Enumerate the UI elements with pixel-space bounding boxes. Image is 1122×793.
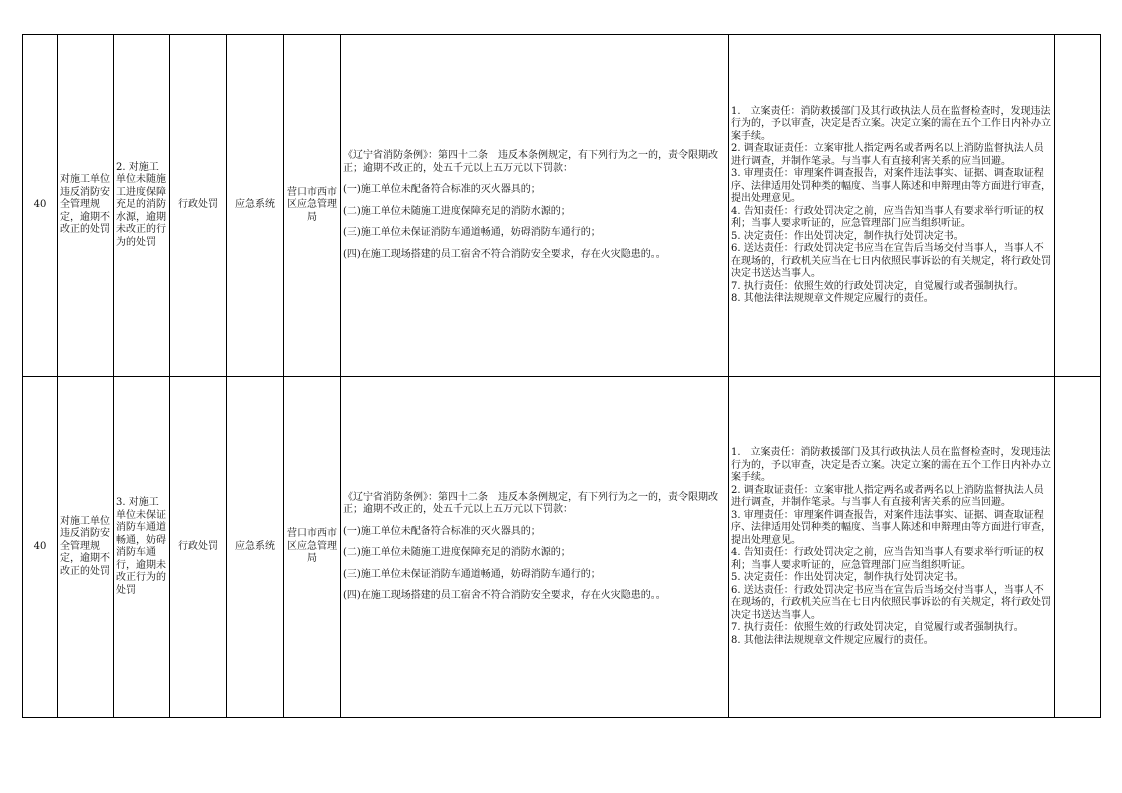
power-list-table	[22, 34, 1101, 718]
basis-item: (一)施工单位未配备符合标准的灭火器具的；	[343, 525, 541, 537]
responsibility-list	[729, 35, 1055, 377]
legal-basis	[341, 377, 729, 718]
responsibility-item: 2. 调查取证责任：立案审批人指定两名或者两名以上消防监督执法人员进行调查，并制作笔录。与当事人有直接利害关系的应当回避。	[731, 484, 1044, 508]
responsibility-item: 4. 告知责任：行政处罚决定之前，应当告知当事人有要求举行听证的权利；当事人要求听证的，应急管理部门应当组织听证。	[731, 547, 1044, 571]
responsibility-item: 2. 调查取证责任：立案审批人指定两名或者两名以上消防监督执法人员进行调查，并制作笔录。与当事人有直接利害关系的应当回避。	[731, 143, 1044, 167]
power-type: 行政处罚	[170, 35, 227, 377]
basis-item: (二)施工单位未随施工进度保障充足的消防水源的；	[343, 547, 571, 558]
table-row	[23, 377, 1101, 718]
basis-item: (一)施工单位未配备符合标准的灭火器具的；	[343, 184, 541, 195]
responsibility-item: 7. 执行责任：依照生效的行政处罚决定，自觉履行或者强制执行。	[731, 622, 1024, 633]
basis-item: (二)施工单位未随施工进度保障充足的消防水源的；	[343, 205, 571, 217]
basis-item: (四)在施工现场搭建的员工宿舍不符合消防安全要求，存在火灾隐患的。。	[343, 590, 666, 601]
item-number: 40	[23, 377, 58, 718]
responsibility-item: 1. 立案责任：消防救援部门及其行政执法人员在监督检查时，发现违法行为的，予以审查，决定是否立案。决定立案的需在五个工作日内补办立案手续。	[731, 105, 1051, 142]
responsibility-item: 4. 告知责任：行政处罚决定之前，应当告知当事人有要求举行听证的权利；当事人要求听证的，应急管理部门应当组织听证。	[731, 205, 1044, 229]
basis-item: (四)在施工现场搭建的员工宿舍不符合消防安全要求，存在火灾隐患的。。	[343, 248, 666, 260]
responsibility-item: 1. 立案责任：消防救援部门及其行政执法人员在监督检查时，发现违法行为的，予以审查，决定是否立案。决定立案的需在五个工作日内补办立案手续。	[731, 447, 1051, 483]
item-name: 对施工单位违反消防安全管理规定，逾期不改正的处罚	[58, 377, 114, 718]
responsibility-list	[729, 377, 1055, 718]
responsibility-item: 6. 送达责任：行政处罚决定书应当在宣告后当场交付当事人，当事人不在现场的，行政机关应当在七日内依照民事诉讼的有关规定，将行政处罚决定书送达当事人。	[731, 243, 1051, 279]
responsibility-item: 3. 审理责任：审理案件调查报告，对案件违法事实、证据、调查取证程序、法律适用处罚种类的幅度、当事人陈述和申辩理由等方面进行审查，提出处理意见。	[731, 168, 1051, 204]
responsibility-item: 8. 其他法律法规规章文件规定应履行的责任。	[731, 293, 934, 304]
remarks-cell	[1055, 377, 1101, 718]
department: 营口市西市区应急管理局	[284, 35, 341, 377]
department: 营口市西市区应急管理局	[284, 377, 341, 718]
sub-item-name: 2. 对施工单位未随施工进度保障充足的消防水源，逾期未改正的行为的处罚	[114, 35, 170, 377]
sub-item-name: 3. 对施工单位未保证消防车通道畅通，妨碍消防车通行，逾期未改正行为的处罚	[114, 377, 170, 718]
power-type: 行政处罚	[170, 377, 227, 718]
responsibility-item: 8. 其他法律法规规章文件规定应履行的责任。	[731, 634, 934, 646]
system-name: 应急系统	[227, 35, 284, 377]
responsibility-item: 5. 决定责任：作出处罚决定，制作执行处罚决定书。	[731, 230, 964, 242]
responsibility-item: 3. 审理责任：审理案件调查报告，对案件违法事实、证据、调查取证程序、法律适用处罚种类的幅度、当事人陈述和申辩理由等方面进行审查，提出处理意见。	[731, 509, 1051, 546]
legal-basis	[341, 35, 729, 377]
basis-item: (三)施工单位未保证消防车通道畅通，妨碍消防车通行的；	[343, 227, 601, 238]
basis-item: (三)施工单位未保证消防车通道畅通，妨碍消防车通行的；	[343, 568, 601, 580]
item-number: 40	[23, 35, 58, 377]
system-name: 应急系统	[227, 377, 284, 718]
responsibility-item: 7. 执行责任：依照生效的行政处罚决定，自觉履行或者强制执行。	[731, 280, 1024, 292]
responsibility-item: 5. 决定责任：作出处罚决定，制作执行处罚决定书。	[731, 572, 964, 583]
basis-clause: 《辽宁省消防条例》：第四十二条 违反本条例规定，有下列行为之一的，责令限期改正；逾期不改正的，处五千元以上五万元以下罚款：	[343, 491, 718, 515]
table-row	[23, 35, 1101, 377]
item-name: 对施工单位违反消防安全管理规定，逾期不改正的处罚	[58, 35, 114, 377]
basis-clause: 《辽宁省消防条例》：第四十二条 违反本条例规定，有下列行为之一的，责令限期改正；逾期不改正的，处五千元以上五万元以下罚款：	[343, 150, 718, 174]
responsibility-item: 6. 送达责任：行政处罚决定书应当在宣告后当场交付当事人，当事人不在现场的，行政机关应当在七日内依照民事诉讼的有关规定，将行政处罚决定书送达当事人。	[731, 584, 1051, 621]
remarks-cell	[1055, 35, 1101, 377]
